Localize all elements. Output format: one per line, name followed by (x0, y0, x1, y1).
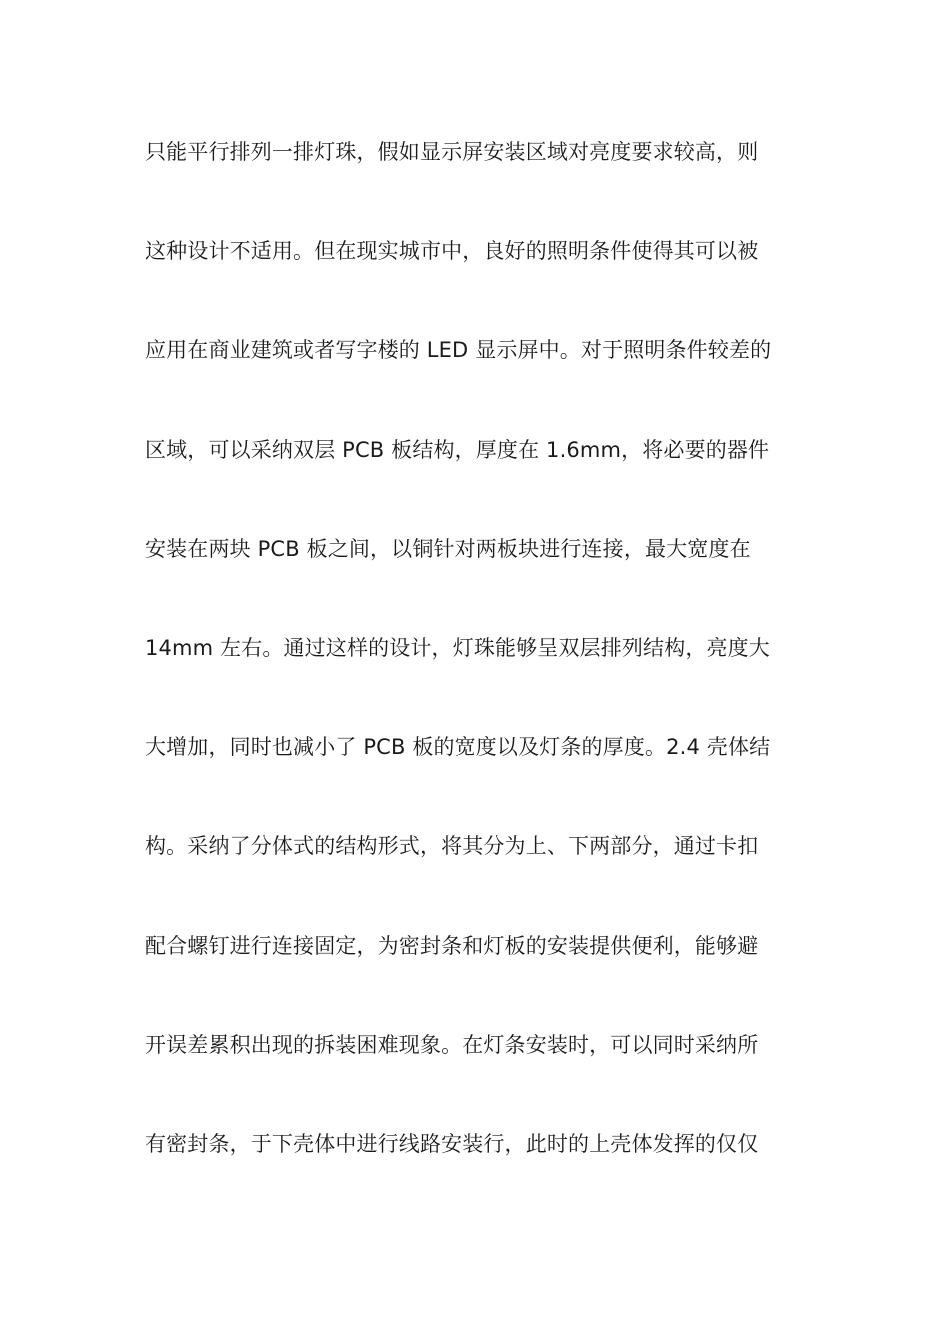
text-line-6: 14mm 左右。通过这样的设计，灯珠能够呈双层排列结构，亮度大 (145, 635, 770, 660)
text-line-3: 应用在商业建筑或者写字楼的 LED 显示屏中。对于照明条件较差的 (145, 338, 772, 363)
text-line-7: 大增加，同时也减小了 PCB 板的宽度以及灯条的厚度。2.4 壳体结 (145, 735, 771, 760)
text-line-9: 配合螺钉进行连接固定，为密封条和灯板的安装提供便利，能够避 (145, 933, 759, 958)
text-line-4: 区域，可以采纳双层 PCB 板结构，厚度在 1.6mm，将必要的器件 (145, 437, 770, 462)
text-line-8: 构。采纳了分体式的结构形式，将其分为上、下两部分，通过卡扣 (145, 834, 759, 859)
text-line-1: 只能平行排列一排灯珠，假如显示屏安装区域对亮度要求较高，则 (145, 140, 759, 164)
text-line-10: 开误差累积出现的拆装困难现象。在灯条安装时，可以同时采纳所 (145, 1032, 759, 1057)
text-line-5: 安装在两块 PCB 板之间，以铜针对两板块进行连接，最大宽度在 (145, 536, 751, 561)
text-line-11: 有密封条，于下壳体中进行线路安装行，此时的上壳体发挥的仅仅 (145, 1131, 759, 1156)
text-line-2: 这种设计不适用。但在现实城市中，良好的照明条件使得其可以被 (145, 239, 759, 264)
body-paragraph (145, 130, 810, 1221)
